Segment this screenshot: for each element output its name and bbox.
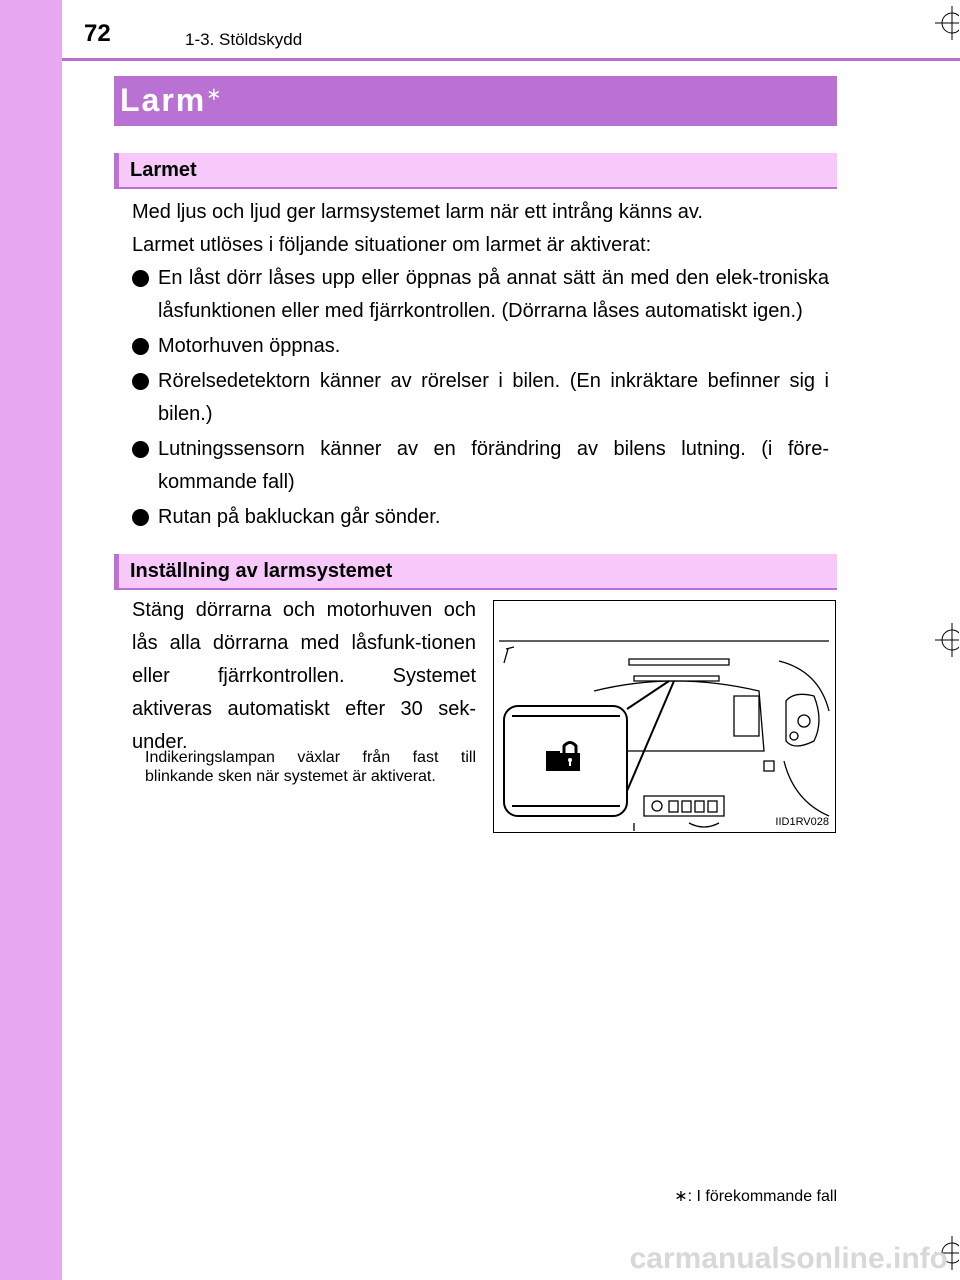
section-larmet-body xyxy=(132,196,829,536)
list-item: En låst dörr låses upp eller öppnas på annat sätt än med den elek-troniska låsfunktionen eller med fjärrkontrollen. (Dörrarna låses automatiskt igen.) xyxy=(132,262,829,328)
settings-paragraph: Stäng dörrarna och motorhuven och lås alla dörrarna med låsfunk-tionen eller fjärrkontrollen. Systemet aktiveras automatiskt efter 30 sek-under. xyxy=(132,599,476,753)
page-title xyxy=(120,82,223,119)
registration-mark-icon xyxy=(935,6,959,40)
dashboard-drawing xyxy=(494,601,835,832)
intro-paragraph: Med ljus och ljud ger larmsystemet larm när ett intrång känns av. xyxy=(132,201,703,223)
registration-mark-icon xyxy=(935,623,959,657)
list-item: Rörelsedetektorn känner av rörelser i bilen. (En inkräktare befinner sig i bilen.) xyxy=(132,365,829,431)
title-footnote-mark: ∗ xyxy=(206,84,224,104)
heading-accent xyxy=(114,554,119,588)
list-item: Lutningssensorn känner av en förändring av bilens lutning. (i före-kommande fall) xyxy=(132,433,829,499)
page-title-text: Larm xyxy=(120,82,207,118)
settings-note: Indikeringslampan växlar från fast till blinkande sken när systemet är aktiverat. xyxy=(145,749,476,785)
watermark: carmanualsonline.info xyxy=(629,1242,948,1275)
bullet-icon xyxy=(132,270,149,287)
header-divider xyxy=(62,58,960,61)
dashboard-illustration xyxy=(493,600,836,833)
bullet-icon xyxy=(132,509,149,526)
page-number: 72 xyxy=(84,20,111,47)
section-heading-bar xyxy=(114,554,837,590)
bullet-icon xyxy=(132,338,149,355)
bullet-icon xyxy=(132,441,149,458)
list-item: Rutan på bakluckan går sönder. xyxy=(132,501,829,534)
list-item: Motorhuven öppnas. xyxy=(132,330,829,363)
footnote xyxy=(674,1186,837,1206)
section-heading-bar xyxy=(114,153,837,189)
section-heading-settings: Inställning av larmsystemet xyxy=(130,560,393,582)
bullet-icon xyxy=(132,373,149,390)
page-sidebar xyxy=(0,0,62,1280)
footnote-mark: ∗ xyxy=(674,1188,688,1205)
section-breadcrumb: 1-3. Stöldskydd xyxy=(185,30,303,49)
intro-paragraph: Larmet utlöses i följande situationer om larmet är aktiverat: xyxy=(132,234,652,256)
heading-accent xyxy=(114,153,119,187)
footnote-text: : I förekommande fall xyxy=(687,1188,837,1205)
figure-code: IID1RV028 xyxy=(775,816,829,828)
section-heading-larmet: Larmet xyxy=(130,159,197,181)
